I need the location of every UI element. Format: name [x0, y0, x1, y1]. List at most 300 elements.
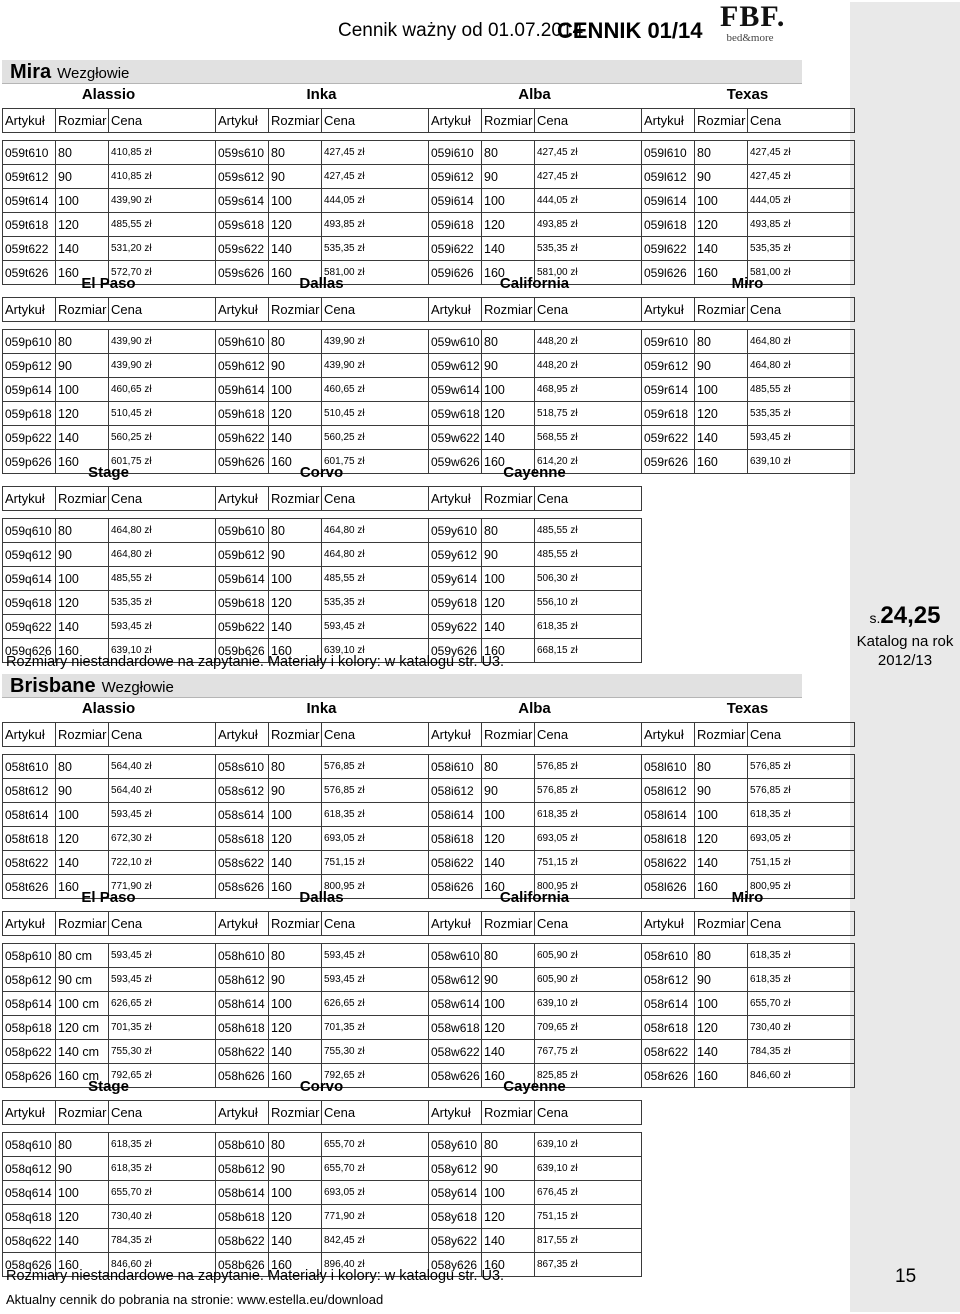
header-spacer — [429, 936, 642, 944]
size-cell: 120 — [482, 1205, 535, 1229]
article-cell: 059w618 — [429, 402, 482, 426]
price-table — [2, 722, 216, 899]
price-cell: 576,85 zł — [322, 779, 429, 803]
spacer-cell — [429, 1125, 482, 1133]
table-row — [216, 141, 429, 165]
article-cell: 059r610 — [642, 330, 695, 354]
article-cell: 059r612 — [642, 354, 695, 378]
price-cell: 593,45 zł — [109, 615, 216, 639]
table-row — [3, 1157, 216, 1181]
table-row — [429, 213, 642, 237]
brand-logo — [720, 0, 786, 50]
article-cell: 059q622 — [3, 615, 56, 639]
table-row — [216, 213, 429, 237]
article-cell: 058t612 — [3, 779, 56, 803]
price-cell: 639,10 zł — [322, 639, 429, 663]
size-cell: 140 — [269, 1040, 322, 1064]
price-cell: 427,45 zł — [322, 141, 429, 165]
article-cell: 058w626 — [429, 1064, 482, 1088]
table-row — [429, 426, 642, 450]
column-header-artykul: Artykuł — [216, 298, 269, 322]
spacer-cell — [748, 322, 855, 330]
column-header-cena: Cena — [322, 109, 429, 133]
price-cell: 535,35 zł — [748, 402, 855, 426]
size-cell: 80 — [482, 944, 535, 968]
article-cell: 059y626 — [429, 639, 482, 663]
model-name: California — [499, 889, 570, 906]
price-table — [2, 486, 216, 663]
article-cell: 058i618 — [429, 827, 482, 851]
size-cell: 120 — [269, 1016, 322, 1040]
price-cell: 655,70 zł — [322, 1133, 429, 1157]
table-row — [3, 851, 216, 875]
price-cell: 564,40 zł — [109, 779, 216, 803]
table-header-row — [642, 298, 855, 322]
size-cell: 160 — [482, 1064, 535, 1088]
price-cell: 626,65 zł — [322, 992, 429, 1016]
column-header-artykul: Artykuł — [642, 912, 695, 936]
price-cell: 672,30 zł — [109, 827, 216, 851]
column-header-cena: Cena — [535, 1101, 642, 1125]
table-row — [216, 1205, 429, 1229]
table-row — [429, 1181, 642, 1205]
table-row — [216, 1133, 429, 1157]
table-row — [216, 1229, 429, 1253]
spacer-cell — [695, 936, 748, 944]
table-row — [642, 1064, 855, 1088]
article-cell: 059b614 — [216, 567, 269, 591]
size-cell: 160 — [482, 875, 535, 899]
price-cell: 510,45 zł — [322, 402, 429, 426]
table-row — [429, 567, 642, 591]
size-cell: 100 — [56, 567, 109, 591]
spacer-cell — [216, 747, 269, 755]
price-cell: 693,05 zł — [322, 1181, 429, 1205]
table-row — [642, 402, 855, 426]
table-row — [216, 426, 429, 450]
article-cell: 059b622 — [216, 615, 269, 639]
price-cell: 464,80 zł — [748, 330, 855, 354]
spacer-cell — [535, 747, 642, 755]
table-row — [429, 944, 642, 968]
price-cell: 410,85 zł — [109, 141, 216, 165]
size-cell: 80 — [56, 141, 109, 165]
model-name: Stage — [88, 464, 129, 481]
price-cell: 701,35 zł — [109, 1016, 216, 1040]
model-name: Texas — [726, 86, 769, 103]
size-cell: 160 — [482, 450, 535, 474]
model-block-miro — [641, 887, 854, 1088]
size-cell: 160 — [56, 875, 109, 899]
column-header-cena: Cena — [322, 1101, 429, 1125]
table-row — [3, 165, 216, 189]
price-cell: 771,90 zł — [322, 1205, 429, 1229]
article-cell: 059p614 — [3, 378, 56, 402]
article-cell: 058i612 — [429, 779, 482, 803]
table-row — [642, 755, 855, 779]
spacer-cell — [269, 511, 322, 519]
model-block-el-paso — [2, 887, 215, 1088]
price-cell: 693,05 zł — [322, 827, 429, 851]
article-cell: 058t614 — [3, 803, 56, 827]
article-cell: 058r626 — [642, 1064, 695, 1088]
model-name: Texas — [726, 700, 769, 717]
table-header-row — [429, 109, 642, 133]
article-cell: 058i610 — [429, 755, 482, 779]
catalog-number: CENNIK 01/14 — [557, 18, 703, 43]
spacer-cell — [3, 1125, 56, 1133]
size-cell: 100 — [269, 567, 322, 591]
size-cell: 90 — [269, 968, 322, 992]
article-cell: 059y622 — [429, 615, 482, 639]
spacer-cell — [482, 1125, 535, 1133]
price-cell: 464,80 zł — [322, 519, 429, 543]
spacer-cell — [109, 511, 216, 519]
article-cell: 059l622 — [642, 237, 695, 261]
table-row — [429, 141, 642, 165]
logo-subtext: bed&more — [726, 32, 774, 44]
column-header-artykul: Artykuł — [429, 487, 482, 511]
column-header-cena: Cena — [109, 109, 216, 133]
column-header-cena: Cena — [535, 298, 642, 322]
article-cell: 059w612 — [429, 354, 482, 378]
price-cell: 576,85 zł — [748, 755, 855, 779]
spacer-cell — [695, 747, 748, 755]
catalog-year-value: 2012/13 — [877, 652, 933, 669]
spacer-cell — [3, 322, 56, 330]
size-cell: 80 — [269, 1133, 322, 1157]
article-cell: 059w614 — [429, 378, 482, 402]
size-cell: 90 — [269, 165, 322, 189]
table-row — [642, 213, 855, 237]
column-header-artykul: Artykuł — [429, 912, 482, 936]
table-row — [216, 189, 429, 213]
price-cell: 581,00 zł — [322, 261, 429, 285]
header-spacer — [216, 936, 429, 944]
table-row — [3, 968, 216, 992]
column-header-cena: Cena — [109, 298, 216, 322]
size-cell: 120 — [269, 827, 322, 851]
header-spacer — [216, 322, 429, 330]
table-row — [216, 779, 429, 803]
article-cell: 058t622 — [3, 851, 56, 875]
price-cell: 730,40 zł — [748, 1016, 855, 1040]
page-prefix: s. — [869, 610, 881, 626]
table-header-row — [3, 1101, 216, 1125]
header-spacer — [642, 322, 855, 330]
price-cell: 444,05 zł — [535, 189, 642, 213]
model-name: Cayenne — [503, 1078, 566, 1095]
catalog-page-ref — [850, 602, 960, 630]
size-cell: 100 — [56, 1181, 109, 1205]
price-cell: 755,30 zł — [109, 1040, 216, 1064]
price-table — [215, 297, 429, 474]
size-cell: 120 cm — [56, 1016, 109, 1040]
article-cell: 059y610 — [429, 519, 482, 543]
article-cell: 059w610 — [429, 330, 482, 354]
size-cell: 100 — [695, 189, 748, 213]
size-cell: 140 — [482, 851, 535, 875]
header-spacer — [216, 511, 429, 519]
column-header-rozmiar: Rozmiar — [482, 723, 535, 747]
model-name: California — [499, 275, 570, 292]
spacer-cell — [56, 936, 109, 944]
size-cell: 80 — [695, 944, 748, 968]
article-cell: 058l610 — [642, 755, 695, 779]
table-header-row — [216, 487, 429, 511]
price-cell: 464,80 zł — [109, 543, 216, 567]
spacer-cell — [3, 936, 56, 944]
price-cell: 655,70 zł — [322, 1157, 429, 1181]
column-header-rozmiar: Rozmiar — [269, 912, 322, 936]
spacer-cell — [482, 747, 535, 755]
price-cell: 618,35 zł — [748, 944, 855, 968]
table-row — [429, 803, 642, 827]
table-row — [216, 567, 429, 591]
price-cell: 896,40 zł — [322, 1253, 429, 1277]
table-row — [216, 1181, 429, 1205]
table-row — [429, 378, 642, 402]
spacer-cell — [748, 133, 855, 141]
table-row — [429, 779, 642, 803]
model-block-texas — [641, 84, 854, 285]
price-table — [215, 108, 429, 285]
size-cell: 90 — [56, 1157, 109, 1181]
spacer-cell — [429, 511, 482, 519]
size-cell: 120 — [482, 591, 535, 615]
model-block-cayenne — [428, 1076, 641, 1277]
spacer-cell — [56, 511, 109, 519]
price-cell: 867,35 zł — [535, 1253, 642, 1277]
page-number: 15 — [895, 1266, 917, 1287]
table-row — [3, 1205, 216, 1229]
size-cell: 90 — [482, 165, 535, 189]
article-cell: 059t618 — [3, 213, 56, 237]
price-cell: 618,35 zł — [109, 1133, 216, 1157]
price-cell: 605,90 zł — [535, 944, 642, 968]
model-block-corvo — [215, 462, 428, 663]
column-header-rozmiar: Rozmiar — [269, 109, 322, 133]
article-cell: 058s612 — [216, 779, 269, 803]
article-cell: 059s612 — [216, 165, 269, 189]
size-cell: 80 — [482, 519, 535, 543]
price-cell: 601,75 zł — [322, 450, 429, 474]
size-cell: 90 — [695, 165, 748, 189]
table-header-row — [216, 1101, 429, 1125]
catalog-year — [850, 632, 960, 670]
spacer-cell — [109, 133, 216, 141]
article-cell: 058h610 — [216, 944, 269, 968]
column-header-rozmiar: Rozmiar — [56, 1101, 109, 1125]
price-cell: 427,45 zł — [748, 165, 855, 189]
price-cell: 846,60 zł — [748, 1064, 855, 1088]
table-row — [3, 378, 216, 402]
model-name: Inka — [306, 86, 337, 103]
size-cell: 140 — [482, 1229, 535, 1253]
size-cell: 80 — [482, 755, 535, 779]
article-cell: 059s614 — [216, 189, 269, 213]
size-cell: 80 — [269, 519, 322, 543]
size-cell: 160 — [482, 639, 535, 663]
price-cell: 576,85 zł — [748, 779, 855, 803]
table-row — [3, 779, 216, 803]
table-header-row — [429, 1101, 642, 1125]
table-row — [642, 141, 855, 165]
size-cell: 100 — [269, 992, 322, 1016]
size-cell: 140 — [269, 1229, 322, 1253]
article-cell: 059h622 — [216, 426, 269, 450]
size-cell: 100 — [695, 378, 748, 402]
price-cell: 427,45 zł — [535, 141, 642, 165]
size-cell: 160 — [482, 261, 535, 285]
table-row — [3, 189, 216, 213]
article-cell: 059p610 — [3, 330, 56, 354]
spacer-cell — [482, 936, 535, 944]
article-cell: 059s610 — [216, 141, 269, 165]
size-cell: 140 — [695, 237, 748, 261]
model-block-corvo — [215, 1076, 428, 1277]
price-cell: 639,10 zł — [535, 992, 642, 1016]
price-cell: 655,70 zł — [748, 992, 855, 1016]
table-row — [3, 330, 216, 354]
size-cell: 120 — [695, 827, 748, 851]
size-cell: 140 — [482, 237, 535, 261]
article-cell: 059l626 — [642, 261, 695, 285]
model-block-stage — [2, 1076, 215, 1277]
table-row — [642, 450, 855, 474]
price-cell: 485,55 zł — [748, 378, 855, 402]
model-name: Alassio — [81, 86, 136, 103]
article-cell: 058b610 — [216, 1133, 269, 1157]
table-row — [216, 755, 429, 779]
price-table — [641, 911, 855, 1088]
article-cell: 058w612 — [429, 968, 482, 992]
model-name: Miro — [731, 275, 764, 292]
spacer-cell — [695, 133, 748, 141]
model-name: El Paso — [81, 889, 136, 906]
price-cell: 581,00 zł — [535, 261, 642, 285]
model-name: Stage — [88, 1078, 129, 1095]
price-cell: 751,15 zł — [535, 851, 642, 875]
price-table — [215, 486, 429, 663]
price-cell: 668,15 zł — [535, 639, 642, 663]
size-cell: 160 — [695, 450, 748, 474]
article-cell: 059i610 — [429, 141, 482, 165]
price-cell: 485,55 zł — [535, 519, 642, 543]
model-name: Corvo — [299, 464, 344, 481]
table-row — [3, 1133, 216, 1157]
size-cell: 100 cm — [56, 992, 109, 1016]
size-cell: 120 — [56, 827, 109, 851]
size-cell: 160 — [695, 875, 748, 899]
table-row — [216, 1157, 429, 1181]
spacer-cell — [216, 133, 269, 141]
column-header-rozmiar: Rozmiar — [269, 723, 322, 747]
price-cell: 485,55 zł — [109, 213, 216, 237]
price-cell: 751,15 zł — [322, 851, 429, 875]
spacer-cell — [322, 1125, 429, 1133]
table-header-row — [3, 487, 216, 511]
size-cell: 160 cm — [56, 1064, 109, 1088]
table-header-row — [216, 723, 429, 747]
size-cell: 160 — [695, 261, 748, 285]
model-block-california — [428, 887, 641, 1088]
article-cell: 058l618 — [642, 827, 695, 851]
article-cell: 059b618 — [216, 591, 269, 615]
column-header-rozmiar: Rozmiar — [695, 723, 748, 747]
price-cell: 535,35 zł — [322, 591, 429, 615]
custom-size-note: Rozmiary niestandardowe na zapytanie. Materiały i kolory: w katalogu str. U3. — [6, 654, 505, 670]
table-row — [429, 591, 642, 615]
size-cell: 90 — [56, 165, 109, 189]
price-cell: 485,55 zł — [109, 567, 216, 591]
table-header-row — [642, 912, 855, 936]
article-cell: 059q610 — [3, 519, 56, 543]
size-cell: 90 — [269, 543, 322, 567]
size-cell: 120 — [695, 213, 748, 237]
price-cell: 439,90 zł — [109, 354, 216, 378]
article-cell: 059i612 — [429, 165, 482, 189]
size-cell: 140 — [695, 426, 748, 450]
article-cell: 058b612 — [216, 1157, 269, 1181]
spacer-cell — [748, 936, 855, 944]
table-row — [642, 165, 855, 189]
table-row — [3, 1016, 216, 1040]
size-cell: 120 — [56, 591, 109, 615]
model-block-california — [428, 273, 641, 474]
price-cell: 485,55 zł — [322, 567, 429, 591]
article-cell: 058b618 — [216, 1205, 269, 1229]
size-cell: 140 — [56, 1229, 109, 1253]
model-block-cayenne — [428, 462, 641, 663]
column-header-rozmiar: Rozmiar — [482, 487, 535, 511]
custom-size-note: Rozmiary niestandardowe na zapytanie. Materiały i kolory: w katalogu str. U3. — [6, 1268, 505, 1284]
price-table — [2, 911, 216, 1088]
price-table — [428, 1100, 642, 1277]
article-cell: 059q618 — [3, 591, 56, 615]
size-cell: 90 — [482, 543, 535, 567]
price-cell: 618,35 zł — [748, 968, 855, 992]
table-row — [429, 543, 642, 567]
article-cell: 058i626 — [429, 875, 482, 899]
table-row — [3, 992, 216, 1016]
article-cell: 059s626 — [216, 261, 269, 285]
size-cell: 120 — [695, 1016, 748, 1040]
price-cell: 427,45 zł — [748, 141, 855, 165]
price-cell: 639,10 zł — [535, 1157, 642, 1181]
table-row — [3, 1181, 216, 1205]
spacer-cell — [269, 747, 322, 755]
article-cell: 058r618 — [642, 1016, 695, 1040]
header-spacer — [429, 322, 642, 330]
column-header-rozmiar: Rozmiar — [695, 109, 748, 133]
table-row — [429, 1133, 642, 1157]
header-spacer — [216, 747, 429, 755]
price-cell: 493,85 zł — [748, 213, 855, 237]
section-subtitle: Wezgłowie — [101, 679, 174, 696]
column-header-rozmiar: Rozmiar — [56, 109, 109, 133]
model-block-el-paso — [2, 273, 215, 474]
article-cell: 059t622 — [3, 237, 56, 261]
article-cell: 059b610 — [216, 519, 269, 543]
article-cell: 059p618 — [3, 402, 56, 426]
article-cell: 058b626 — [216, 1253, 269, 1277]
article-cell: 058y622 — [429, 1229, 482, 1253]
size-cell: 90 — [269, 354, 322, 378]
column-header-artykul: Artykuł — [642, 723, 695, 747]
spacer-cell — [56, 322, 109, 330]
price-cell: 618,35 zł — [109, 1157, 216, 1181]
